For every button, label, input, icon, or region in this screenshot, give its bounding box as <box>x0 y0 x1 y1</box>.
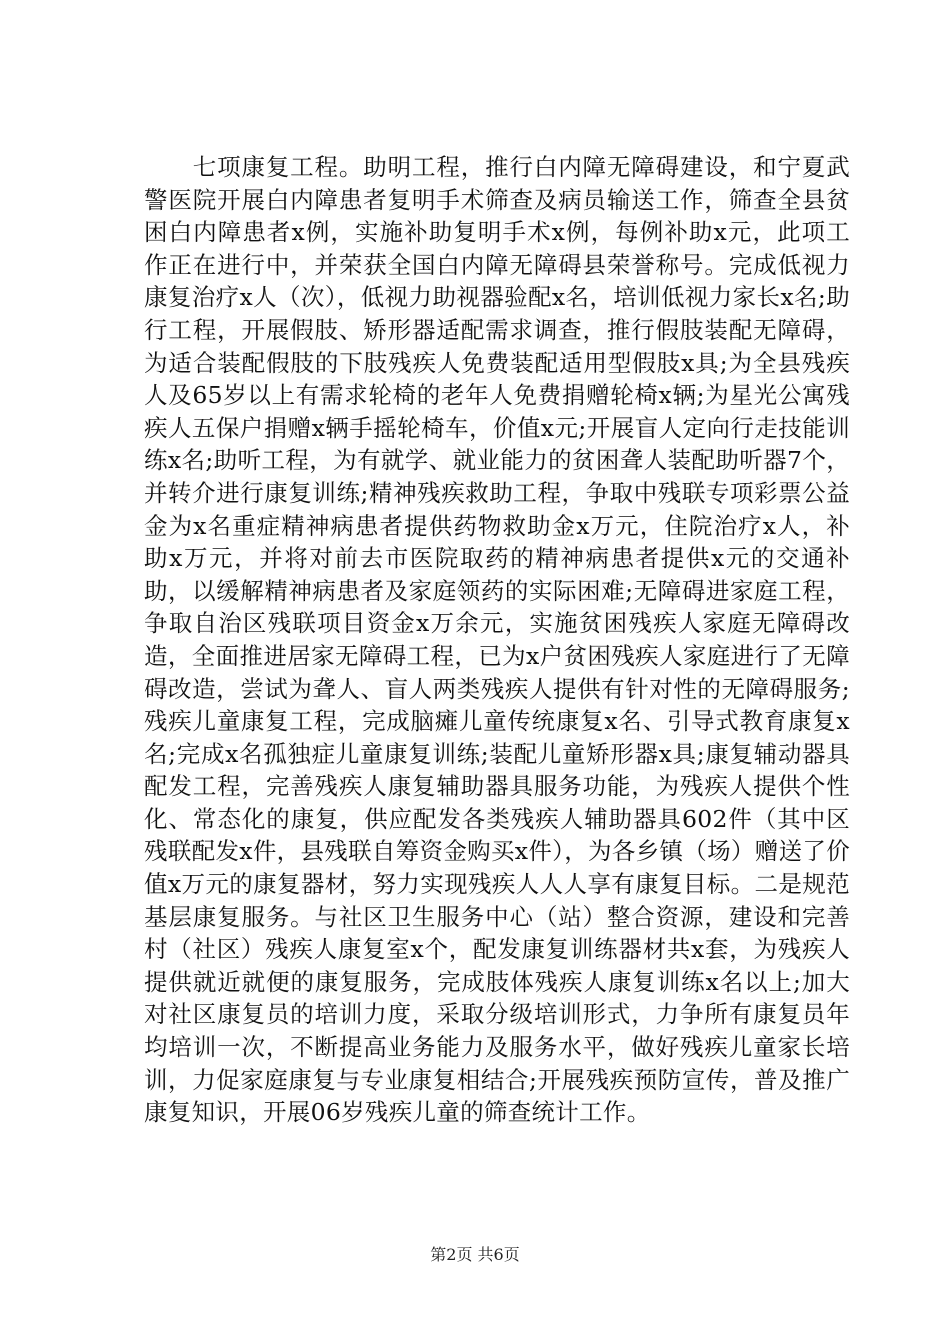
body-paragraph: 七项康复工程。助明工程，推行白内障无障碍建设，和宁夏武警医院开展白内障患者复明手术筛查及病员输送工作，筛查全县贫困白内障患者x例，实施补助复明手术x例，每例补助x元，此项工作正在进行中，并荣获全国白内障无障碍县荣誉称号。完成低视力康复治疗x人（次），低视力助视器验配x名，培训低视力家长x名;助行工程，开展假肢、矫形器适配需求调查，推行假肢装配无障碍，为适合装配假肢的下肢残疾人免费装配适用型假肢x具;为全县残疾人及65岁以上有需求轮椅的老年人免费捐赠轮椅x辆;为星光公寓残疾人五保户捐赠x辆手摇轮椅车，价值x元;开展盲人定向行走技能训练x名;助听工程，为有就学、就业能力的贫困聋人装配助听器7个，并转介进行康复训练;精神残疾救助工程，争取中残联专项彩票公益金为x名重症精神病患者提供药物救助金x万元，住院治疗x人，补助x万元，并将对前去市医院取药的精神病患者提供x元的交通补助，以缓解精神病患者及家庭领药的实际困难;无障碍进家庭工程，争取自治区残联项目资金x万余元，实施贫困残疾人家庭无障碍改造，全面推进居家无障碍工程，已为x户贫困残疾人家庭进行了无障碍改造，尝试为聋人、盲人两类残疾人提供有针对性的无障碍服务;残疾儿童康复工程，完成脑瘫儿童传统康复x名、引导式教育康复x名;完成x名孤独症儿童康复训练;装配儿童矫形器x具;康复辅动器具配发工程，完善残疾人康复辅助器具服务功能，为残疾人提供个性化、常态化的康复，供应配发各类残疾人辅助器具602件（其中区残联配发x件，县残联自筹资金购买x件），为各乡镇（场）赠送了价值x万元的康复器材，努力实现残疾人人人享有康复目标。二是规范基层康复服务。与社区卫生服务中心（站）整合资源，建设和完善村（社区）残疾人康复室x个，配发康复训练器材共x套，为残疾人提供就近就便的康复服务，完成肢体残疾人康复训练x名以上;加大对社区康复员的培训力度，采取分级培训形式，力争所有康复员年均培训一次，不断提高业务能力及服务水平，做好残疾儿童家长培训，力促家庭康复与专业康复相结合;开展残疾预防宣传，普及推广康复知识，开展06岁残疾儿童的筛查统计工作。 <box>144 153 850 1127</box>
page-footer: 第2页 共6页 <box>430 1245 520 1264</box>
